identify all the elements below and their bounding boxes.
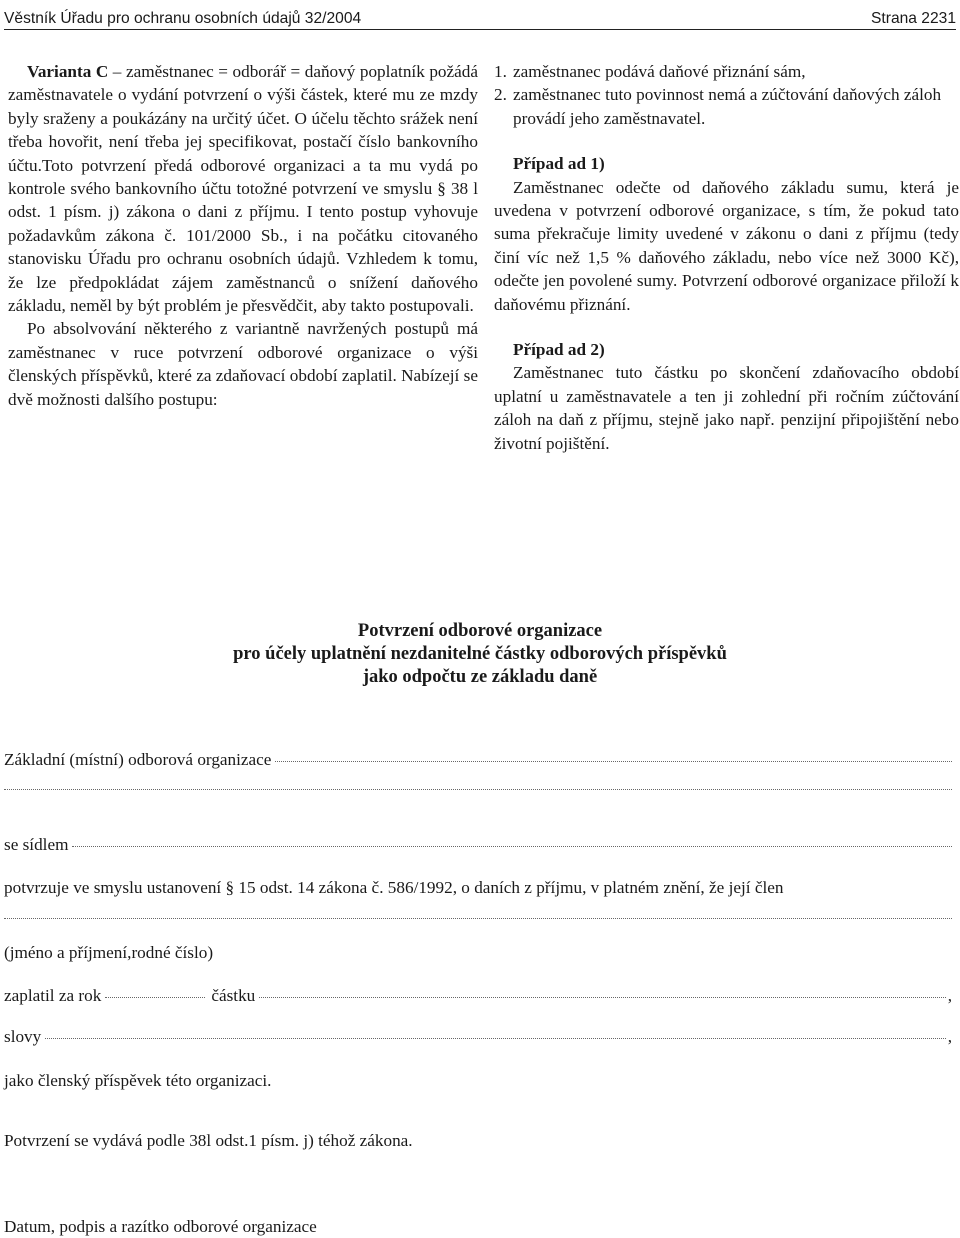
seat-field[interactable] [72,845,952,847]
confirm-text: potvrzuje ve smyslu ustanovení § 15 odst. 14 zákona č. 586/1992, o daních z příjmu, v platném znění, že její člen [4,878,784,897]
org-row [4,748,952,771]
words-comma: , [947,1027,952,1046]
words-row [4,1025,952,1048]
name-hint: (jméno a příjmení,rodné číslo) [4,943,214,962]
words-label: slovy [4,1027,42,1046]
case-2-heading: Případ ad 2) [513,340,605,360]
year-field[interactable] [105,996,205,998]
form-title-line: Potvrzení odborové organizace [357,621,603,641]
org-continuation-row [4,791,952,793]
paid-row [4,984,952,1007]
paid-label: zaplatil za rok [4,986,102,1005]
seat-row [4,833,952,856]
org-field[interactable] [275,760,952,762]
list-item-text: zaměstnanec podává daňové přiznání sám, [513,62,806,81]
left-column [8,60,478,411]
amount-comma: , [947,986,952,1005]
org-field-continued[interactable] [4,788,952,790]
case-1-heading: Případ ad 1) [513,154,605,174]
issued-text: Potvrzení se vydává podle 38l odst.1 písm. j) téhož zákona. [4,1131,413,1150]
paragraph-variant-c [8,60,478,317]
member-field[interactable] [4,917,952,919]
list-item-number: 2. [494,85,507,105]
list-item [494,83,959,130]
case-1-text: Zaměstnanec odečte od daňového základu sumu, která je uvedena v potvrzení odborové organizace, s tím, že pokud tato suma překračuje limity uvedené v zákonu o dani z příjmu (tedy činí víc než 1,5 % daňového základu, nebo více než 3000 Kč), odečte jen povolené sumy. Potvrzení odborové organizace přiloží k daňovému přiznání. [494,177,959,314]
list-item [494,60,959,83]
list-item-number: 1. [494,62,507,81]
right-column [494,60,959,455]
form-title-line: jako odpočtu ze základu daně [362,667,598,687]
variant-c-text: – zaměstnanec = odborář = daňový poplatník požádá zaměstnavatele o vydání potvrzení o výši částek, které mu ze mzdy byly sraženy a poukázány na určitý účet. O účelu těchto srážek není třeba hovořit, není třeba jej specifikovat, postačí číslo bankovního účtu.Toto potvrzení předá odborové organizaci a ta mu vydá po kontrole svého bankovního účtu totožné potvrzení ve smyslu § 38 l odst. 1 písm. j) zákona o dani z příjmu. I tento postup vyhovuje požadavkům zákona č. 101/2000 Sb., i na počátku citovaného stanovisku Úřadu pro ochranu osobních údajů. Vzhledem k tomu, že lze předpokládat zájem zaměstnanců o snížení daňového základu, neměl by být problém je přesvědčit, aby takto postupovali. [8,62,478,316]
variant-c-lead: Varianta C [27,62,109,81]
seat-label: se sídlem [4,835,69,854]
case-2-text: Zaměstnanec tuto částku po skončení zdaňovacího období uplatní u zaměstnavatele a ten ji zohlední při ročním zúčtování záloh na daň z příjmu, stejně jako např. penzijní připojištění nebo životní pojištění. [494,363,959,453]
list-item-text: zaměstnanec tuto povinnost nemá a zúčtování daňových záloh provádí jeho zaměstnavatel. [513,85,942,128]
page-number: Strana 2231 [871,10,956,27]
form-title-line: pro účely uplatnění nezdanitelné částky odborových příspěvků [233,644,727,664]
words-field[interactable] [45,1037,945,1039]
paragraph-next-steps: Po absolvování některého z variantně navržených postupů má zaměstnanec v ruce potvrzení odborové organizace o výši členských příspěvků, které za zdaňovací období zaplatil. Nabízejí se dvě možnosti dalšího postupu: [8,319,478,409]
member-row [4,920,952,922]
org-label: Základní (místní) odborová organizace [4,750,272,769]
member-text: jako členský příspěvek této organizaci. [4,1071,272,1090]
amount-field[interactable] [259,996,945,998]
journal-title: Věstník Úřadu pro ochranu osobních údajů 32/2004 [4,10,362,27]
signature-text: Datum, podpis a razítko odborové organizace [4,1217,317,1236]
amount-label: částku [211,986,256,1005]
page-header [4,5,956,30]
form-title [0,620,960,689]
